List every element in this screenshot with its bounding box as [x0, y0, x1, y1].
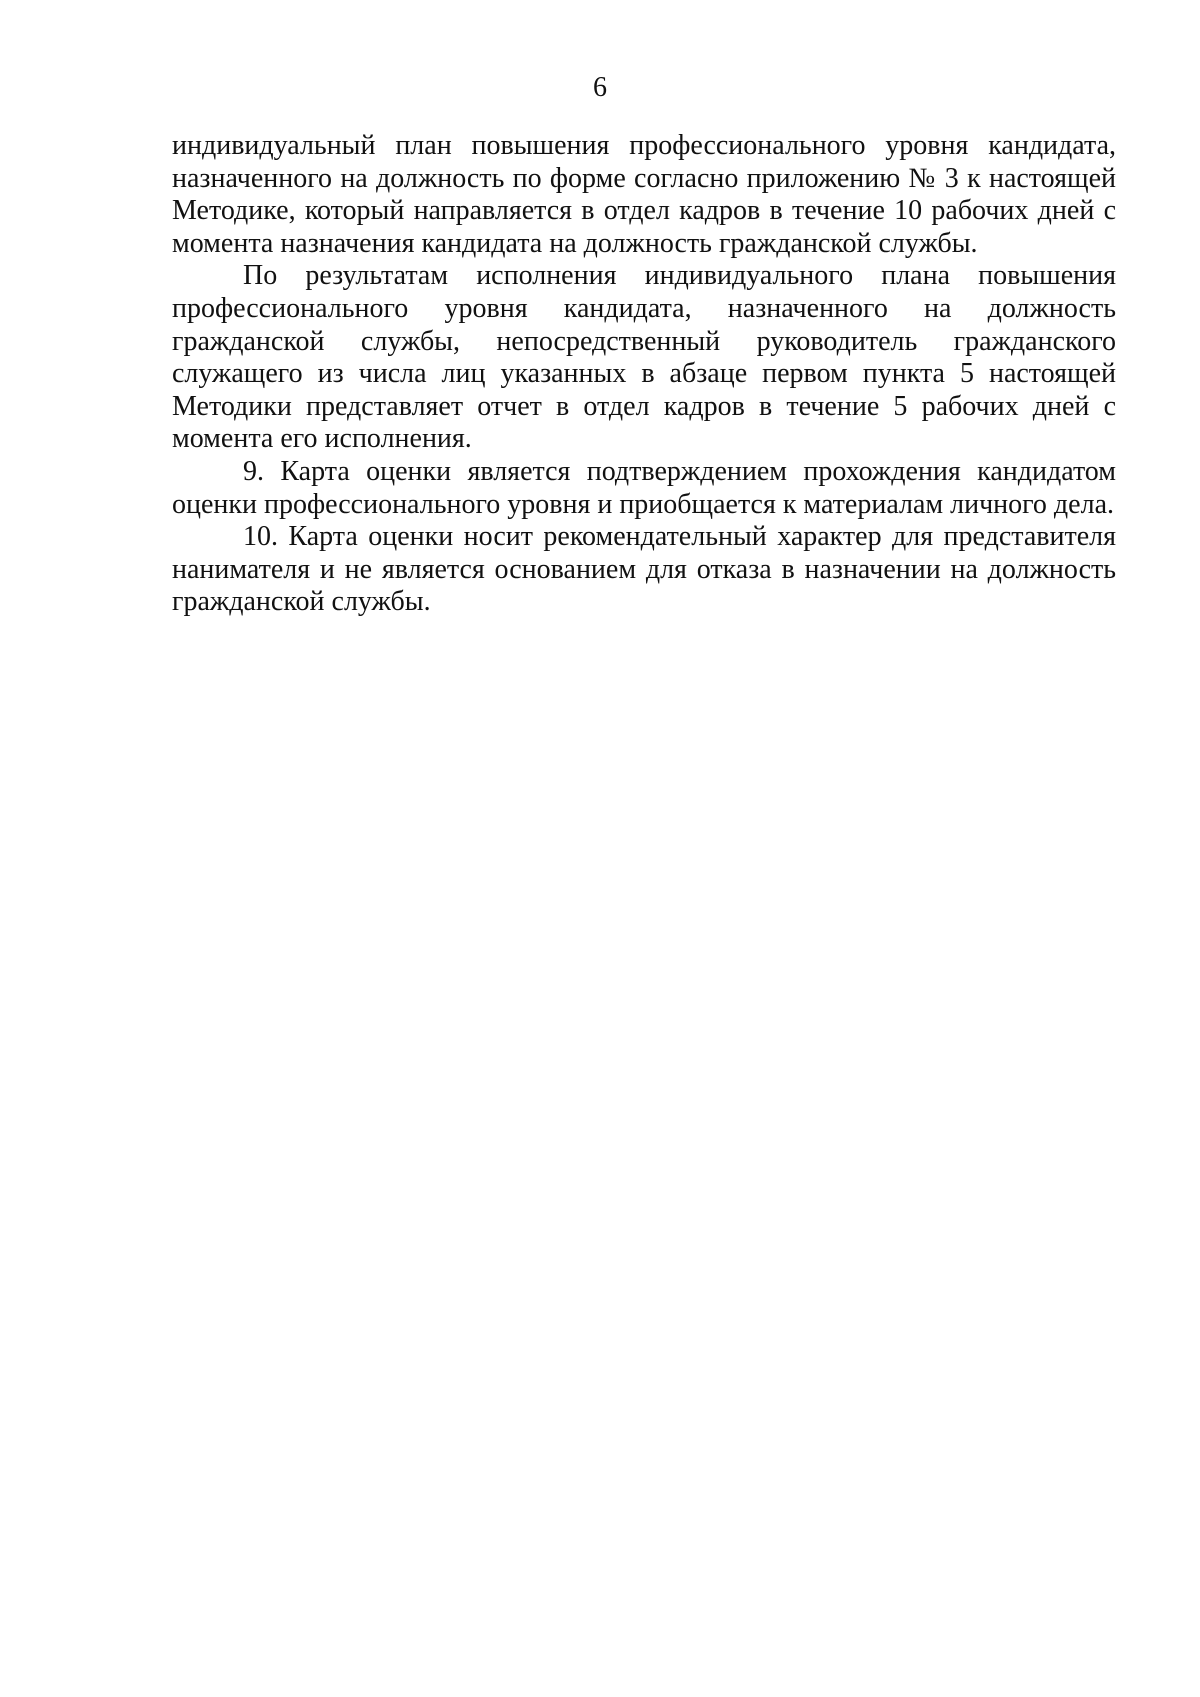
paragraph-item-10: 10. Карта оценки носит рекомендательный характер для представителя нанимателя и не является основанием для отказа в назначении на должность гражданской службы.: [172, 521, 1116, 618]
paragraph-plan-results-report: По результатам исполнения индивидуального плана повышения профессионального уровня кандидата, назначенного на должность гражданской службы, непосредственный руководитель гражданского служащего из числа лиц указанных в абзаце первом пункта 5 настоящей Методики представляет отчет в отдел кадров в течение 5 рабочих дней с момента его исполнения.: [172, 260, 1116, 455]
page-number: 6: [593, 72, 607, 103]
paragraph-item-9: 9. Карта оценки является подтверждением прохождения кандидатом оценки профессионального уровня и приобщается к материалам личного дела.: [172, 455, 1116, 520]
document-body: [172, 130, 1116, 619]
paragraph-plan-continuation: индивидуальный план повышения профессионального уровня кандидата, назначенного на должность по форме согласно приложению № 3 к настоящей Методике, который направляется в отдел кадров в течение 10 рабочих дней с момента назначения кандидата на должность гражданской службы.: [172, 130, 1116, 259]
